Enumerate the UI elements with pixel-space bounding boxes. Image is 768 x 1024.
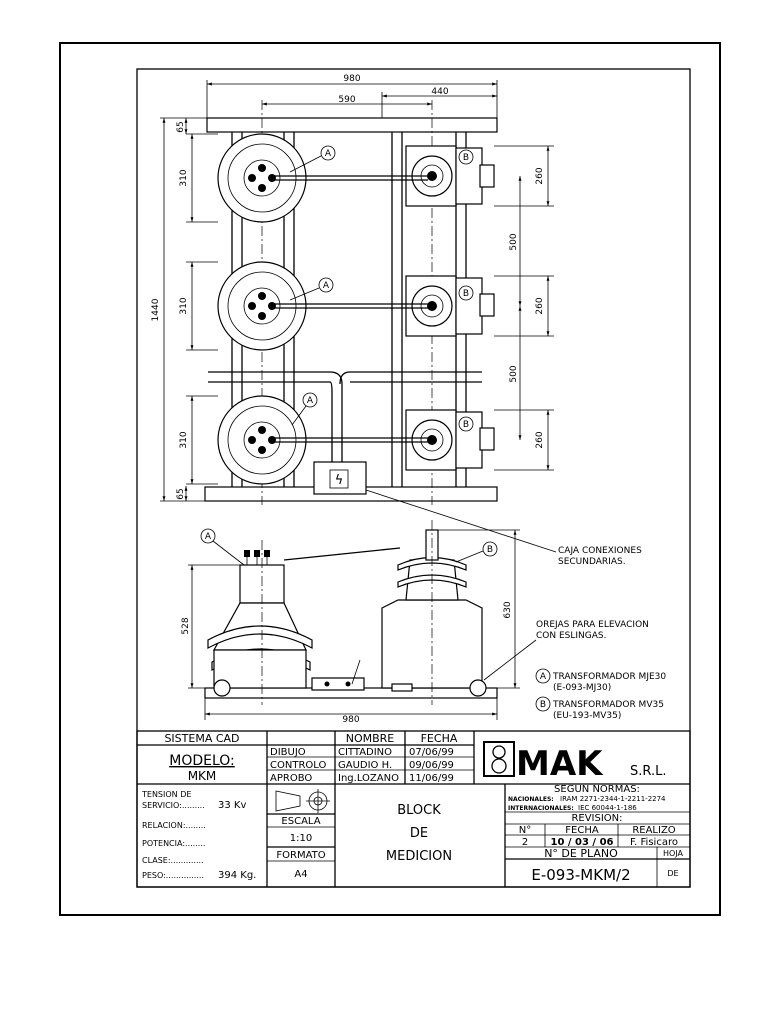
dim-500-2: 500 xyxy=(509,365,519,383)
dim-980-bottom: 980 xyxy=(342,715,360,725)
drawing-title-line2: DE xyxy=(409,826,429,841)
sign-name-3: Ing.LOZANO xyxy=(338,773,399,784)
dim-65-top: 65 xyxy=(176,121,186,133)
drawing-title-line3: MEDICION xyxy=(385,849,453,864)
mak-logo-icon xyxy=(484,742,514,776)
balloon-a-2: A xyxy=(322,281,330,291)
legend-a-letter: A xyxy=(539,672,547,682)
sign-date-3: 11/06/99 xyxy=(409,773,454,784)
dim-440: 440 xyxy=(431,87,449,97)
hoja-label: HOJA xyxy=(662,849,684,858)
normas-int-value: IEC 60044-1-186 xyxy=(578,804,637,812)
title-block xyxy=(137,731,690,887)
sistema-cad: SISTEMA CAD xyxy=(164,732,240,745)
note-orejas-line1: OREJAS PARA ELEVACION xyxy=(536,620,649,630)
legend-a-line1: TRANSFORMADOR MJE30 xyxy=(553,672,667,682)
normas-title: SEGUN NORMAS: xyxy=(554,784,640,795)
sign-name-1: CITTADINO xyxy=(338,747,393,758)
spec-peso: PESO:............... xyxy=(142,871,204,880)
dim-260-3: 260 xyxy=(535,431,545,449)
dim-310-3: 310 xyxy=(179,431,189,449)
spec-tension-line1: TENSION DE xyxy=(142,790,192,799)
normas-int-label: INTERNACIONALES: xyxy=(508,805,574,812)
top-view xyxy=(151,74,554,505)
plano-label: N° DE PLANO xyxy=(544,847,618,860)
side-balloon-a: A xyxy=(204,532,212,542)
formato-label: FORMATO xyxy=(276,850,326,861)
dim-260-2: 260 xyxy=(535,297,545,315)
spec-peso-value: 394 Kg. xyxy=(218,870,257,881)
normas-nac-value: IRAM 2271-2344-1-2211-2274 xyxy=(560,795,666,803)
transformer-row-2 xyxy=(218,262,494,350)
junction-box-symbol: ϟ xyxy=(334,473,344,488)
projection-symbol-icon xyxy=(276,789,330,813)
revision-row-realizo: F. Fisicaro xyxy=(630,837,678,848)
dim-630: 630 xyxy=(503,601,513,619)
dim-1440: 1440 xyxy=(151,298,161,322)
company-name: MAK xyxy=(516,744,603,784)
dim-310-1: 310 xyxy=(179,169,189,187)
legend-a-line2: (E-093-MJ30) xyxy=(553,683,612,693)
dim-500-1: 500 xyxy=(509,233,519,251)
transformer-row-1 xyxy=(218,134,494,222)
normas-nac-label: NACIONALES: xyxy=(508,796,554,803)
spec-clase: CLASE:............. xyxy=(142,856,204,865)
sign-header-fecha: FECHA xyxy=(420,732,458,745)
revision-row-n: 2 xyxy=(521,837,529,848)
note-orejas-line2: CON ESLINGAS. xyxy=(536,631,607,641)
sign-role-1: DIBUJO xyxy=(270,747,306,758)
modelo-value: MKM xyxy=(187,769,217,783)
balloon-b-3: B xyxy=(462,420,470,430)
hoja-de: DE xyxy=(667,869,679,878)
side-view xyxy=(181,490,666,725)
sign-date-1: 07/06/99 xyxy=(409,747,454,758)
sign-role-3: APROBO xyxy=(270,773,313,784)
revision-header-n: N° xyxy=(518,825,532,836)
note-caja-line2: SECUNDARIAS. xyxy=(558,557,626,567)
dim-310-2: 310 xyxy=(179,297,189,315)
dim-260-1: 260 xyxy=(535,167,545,185)
balloon-b-1: B xyxy=(462,153,470,163)
balloon-a-1: A xyxy=(324,149,332,159)
revision-row-fecha: 10 / 03 / 06 xyxy=(550,837,614,848)
legend-b-letter: B xyxy=(539,700,547,710)
escala-label: ESCALA xyxy=(281,816,321,827)
balloon-b-2: B xyxy=(462,289,470,299)
plano-value: E-093-MKM/2 xyxy=(531,866,631,884)
spec-potencia: POTENCIA:........ xyxy=(142,839,206,848)
spec-relacion: RELACION:........ xyxy=(142,821,206,830)
company-suffix: S.R.L. xyxy=(630,764,667,779)
legend-b-line1: TRANSFORMADOR MV35 xyxy=(553,700,664,710)
dim-528: 528 xyxy=(181,617,191,635)
escala-value: 1:10 xyxy=(289,833,313,844)
drawing-title-line1: BLOCK xyxy=(397,803,441,818)
side-balloon-b: B xyxy=(486,545,494,555)
legend-b-line2: (EU-193-MV35) xyxy=(553,711,622,721)
revision-title: REVISION: xyxy=(571,813,623,824)
dim-590: 590 xyxy=(338,95,356,105)
sign-role-2: CONTROLO xyxy=(270,760,327,771)
revision-header-realizo: REALIZO xyxy=(632,825,676,836)
dim-65-bottom: 65 xyxy=(176,488,186,500)
spec-tension-line2: SERVICIO:......... xyxy=(142,801,205,810)
dim-980-top: 980 xyxy=(343,74,361,84)
spec-tension-value: 33 Kv xyxy=(218,800,247,811)
balloon-a-3: A xyxy=(306,396,314,406)
sign-name-2: GAUDIO H. xyxy=(338,760,393,771)
revision-header-fecha: FECHA xyxy=(565,825,599,836)
sign-header-nombre: NOMBRE xyxy=(345,732,395,745)
sign-date-2: 09/06/99 xyxy=(409,760,454,771)
note-caja-line1: CAJA CONEXIONES xyxy=(558,546,642,556)
modelo-label: MODELO: xyxy=(169,753,235,769)
top-plate xyxy=(207,118,497,132)
formato-value: A4 xyxy=(294,869,308,880)
